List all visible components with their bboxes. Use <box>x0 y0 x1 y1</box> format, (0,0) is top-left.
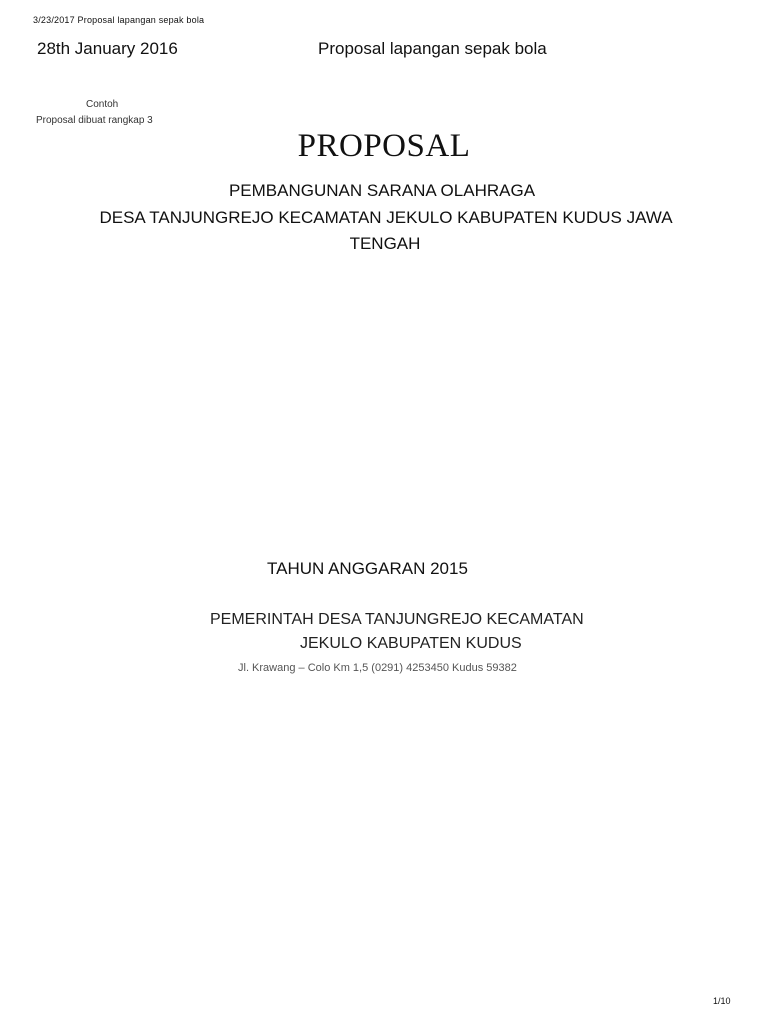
document-heading: Proposal lapangan sepak bola <box>318 39 547 58</box>
subtitle-line-2: DESA TANJUNGREJO KECAMATAN JEKULO KABUPATEN KUDUS JAWA <box>99 208 673 227</box>
government-line-2: JEKULO KABUPATEN KUDUS <box>300 635 522 652</box>
print-header: 3/23/2017 Proposal lapangan sepak bola <box>33 15 205 25</box>
address: Jl. Krawang – Colo Km 1,5 (0291) 4253450 Kudus 59382 <box>238 662 517 674</box>
government-line-1: PEMERINTAH DESA TANJUNGREJO KECAMATAN <box>210 611 584 628</box>
note-example: Contoh <box>86 99 119 110</box>
proposal-title: PROPOSAL <box>297 128 471 164</box>
budget-year: TAHUN ANGGARAN 2015 <box>267 559 468 578</box>
subtitle-line-3: TENGAH <box>349 234 421 253</box>
subtitle-line-1: PEMBANGUNAN SARANA OLAHRAGA <box>228 181 536 200</box>
document-date: 28th January 2016 <box>37 39 178 58</box>
page-number: 1/10 <box>713 996 731 1006</box>
note-copies: Proposal dibuat rangkap 3 <box>36 115 153 126</box>
